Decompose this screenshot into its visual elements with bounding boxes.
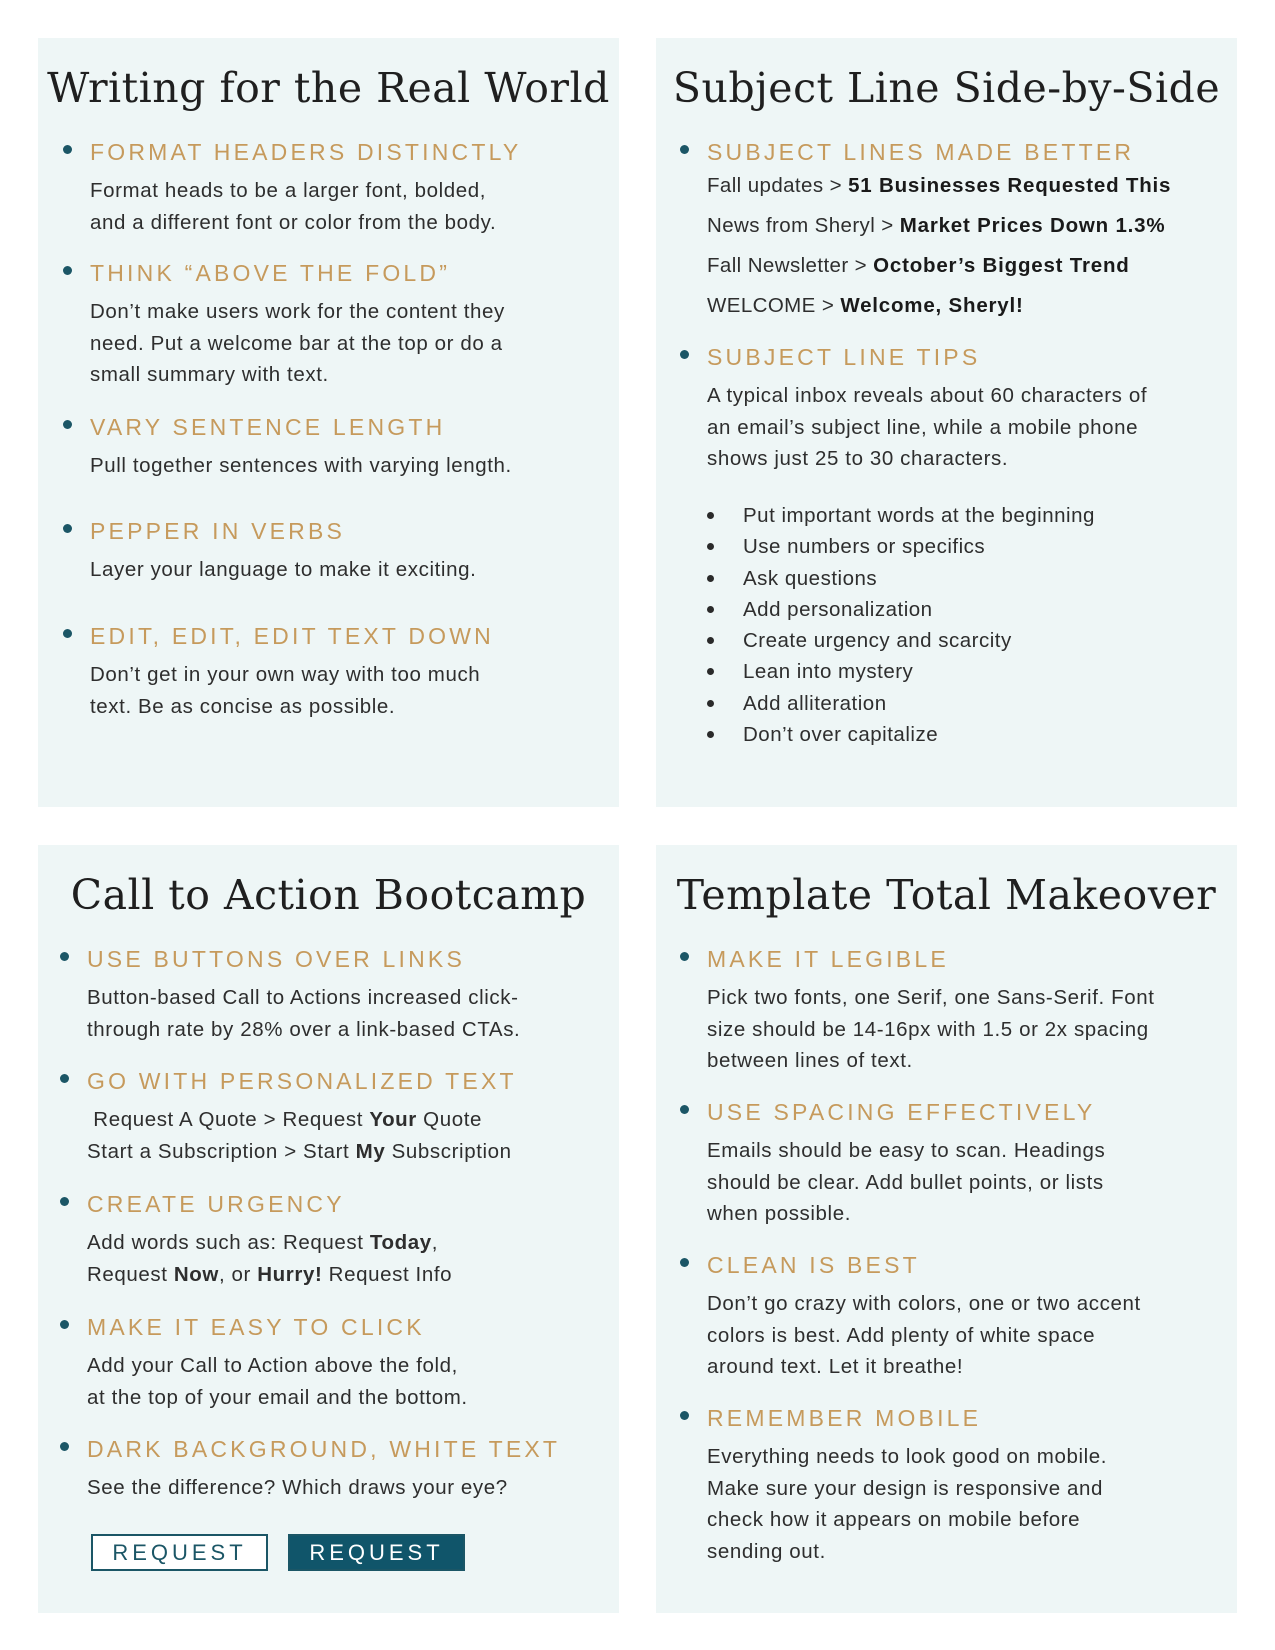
section-heading: REMEMBER MOBILE <box>707 1405 982 1431</box>
section-heading: GO WITH PERSONALIZED TEXT <box>87 1068 517 1094</box>
section-body <box>90 175 605 238</box>
bullet-dot <box>680 1258 689 1267</box>
section-body <box>87 1227 605 1290</box>
section-body <box>707 1441 1223 1567</box>
list-item: Add alliteration <box>707 688 1095 719</box>
panel-title: Subject Line Side-by-Side <box>672 64 1221 112</box>
body-line: A typical inbox reveals about 60 characters of <box>707 384 1148 407</box>
section-heading: SUBJECT LINES MADE BETTER <box>707 139 1135 165</box>
bullet-dot <box>63 145 72 154</box>
body-line: between lines of text. <box>707 1049 913 1072</box>
body-line: an email’s subject line, while a mobile phone <box>707 415 1139 439</box>
section-edit-down <box>90 622 605 722</box>
section-pepper-verbs <box>90 517 605 586</box>
bullet-dot <box>60 1074 69 1083</box>
list-item: Use numbers or specifics <box>707 531 1095 562</box>
panel-title: Writing for the Real World <box>47 64 610 112</box>
body-line: Request Now, or Hurry! Request Info <box>87 1262 453 1286</box>
body-line: Add words such as: Request Today, <box>87 1231 438 1254</box>
section-heading: MAKE IT LEGIBLE <box>707 946 949 972</box>
section-clean-is-best <box>707 1251 1223 1383</box>
body-line: Make sure your design is responsive and <box>707 1476 1104 1500</box>
section-subject-line-tips <box>707 343 1223 475</box>
request-button-outline[interactable]: REQUEST <box>91 1534 268 1571</box>
list-item: Add personalization <box>707 594 1095 625</box>
body-line: Format heads to be a larger font, bolded, <box>90 179 487 202</box>
section-heading: EDIT, EDIT, EDIT TEXT DOWN <box>90 623 494 649</box>
section-vary-sentence <box>90 413 605 482</box>
bullet-dot <box>680 1105 689 1114</box>
section-heading: VARY SENTENCE LENGTH <box>90 414 446 440</box>
section-buttons-over-links <box>87 945 605 1045</box>
body-line: need. Put a welcome bar at the top or do a <box>90 331 503 355</box>
panel-writing-real-world <box>38 38 619 807</box>
subject-line-list <box>707 166 1223 326</box>
body-line: at the top of your email and the bottom. <box>87 1385 468 1409</box>
section-heading: USE SPACING EFFECTIVELY <box>707 1099 1096 1125</box>
section-subject-lines-better <box>707 138 1223 326</box>
section-body <box>707 982 1223 1077</box>
body-line: Don’t make users work for the content they <box>90 300 505 323</box>
bullet-dot <box>60 1320 69 1329</box>
body-line: Button-based Call to Actions increased click- <box>87 986 519 1009</box>
bullet-dot <box>63 420 72 429</box>
section-above-the-fold <box>90 259 605 391</box>
section-body <box>90 450 605 482</box>
panel-call-to-action <box>38 845 619 1613</box>
tips-list <box>707 500 1095 750</box>
bullet-dot <box>680 952 689 961</box>
bullet-dot <box>63 524 72 533</box>
list-item: Ask questions <box>707 563 1095 594</box>
panel-template-makeover <box>656 845 1237 1613</box>
section-body <box>90 554 605 586</box>
bullet-dot <box>60 1442 69 1451</box>
section-heading: FORMAT HEADERS DISTINCTLY <box>90 139 522 165</box>
body-line: Start a Subscription > Start My Subscription <box>87 1139 512 1163</box>
bullet-dot <box>680 1411 689 1420</box>
section-heading: SUBJECT LINE TIPS <box>707 344 981 370</box>
section-heading: USE BUTTONS OVER LINKS <box>87 946 465 972</box>
bullet-dot <box>680 145 689 154</box>
body-line: should be clear. Add bullet points, or lists <box>707 1170 1104 1194</box>
body-line: Don’t get in your own way with too much <box>90 663 481 686</box>
list-item: Lean into mystery <box>707 656 1095 687</box>
bullet-dot <box>63 266 72 275</box>
section-make-legible <box>707 945 1223 1077</box>
body-line: shows just 25 to 30 characters. <box>707 447 1009 470</box>
body-line: Layer your language to make it exciting. <box>90 558 477 581</box>
bullet-dot <box>60 1197 69 1206</box>
body-line: size should be 14-16px with 1.5 or 2x spacing <box>707 1017 1149 1041</box>
bullet-dot <box>680 350 689 359</box>
body-line: Emails should be easy to scan. Headings <box>707 1139 1106 1162</box>
body-line: Don’t go crazy with colors, one or two accent <box>707 1292 1141 1315</box>
section-heading: THINK “ABOVE THE FOLD” <box>90 260 451 286</box>
section-body <box>87 1104 605 1167</box>
list-item: Create urgency and scarcity <box>707 625 1095 656</box>
body-line: through rate by 28% over a link-based CTAs. <box>87 1017 521 1041</box>
body-line: colors is best. Add plenty of white space <box>707 1323 1096 1347</box>
subject-line-example: Fall updates > 51 Businesses Requested This <box>707 174 1172 197</box>
body-line: See the difference? Which draws your eye? <box>87 1476 508 1499</box>
list-item: Don’t over capitalize <box>707 719 1095 750</box>
section-body <box>87 982 605 1045</box>
body-line: small summary with text. <box>90 363 329 386</box>
section-body <box>707 1288 1223 1383</box>
section-spacing-effectively <box>707 1098 1223 1230</box>
section-body <box>707 380 1223 475</box>
section-dark-background <box>87 1435 605 1504</box>
section-heading: CREATE URGENCY <box>87 1191 345 1217</box>
body-line: Request A Quote > Request Your Quote <box>93 1108 483 1131</box>
body-line: text. Be as concise as possible. <box>90 694 396 718</box>
section-body <box>707 1135 1223 1230</box>
list-item: Put important words at the beginning <box>707 500 1095 531</box>
body-line: when possible. <box>707 1202 852 1225</box>
panel-subject-line <box>656 38 1237 807</box>
body-line: Pick two fonts, one Serif, one Sans-Serif. Font <box>707 986 1155 1009</box>
body-line: and a different font or color from the body. <box>90 210 497 234</box>
section-create-urgency <box>87 1190 605 1290</box>
panel-title: Call to Action Bootcamp <box>70 871 587 919</box>
section-body <box>87 1350 605 1413</box>
section-body <box>90 296 605 391</box>
section-heading: DARK BACKGROUND, WHITE TEXT <box>87 1436 561 1462</box>
body-line: Add your Call to Action above the fold, <box>87 1354 458 1377</box>
section-remember-mobile <box>707 1404 1223 1567</box>
subject-line-example: News from Sheryl > Market Prices Down 1.3% <box>707 214 1166 237</box>
subject-line-example: WELCOME > Welcome, Sheryl! <box>707 294 1024 317</box>
section-heading: PEPPER IN VERBS <box>90 518 346 544</box>
bullet-dot <box>63 629 72 638</box>
section-heading: MAKE IT EASY TO CLICK <box>87 1314 425 1340</box>
request-button-solid[interactable]: REQUEST <box>288 1534 465 1571</box>
section-personalized-text <box>87 1067 605 1167</box>
section-easy-to-click <box>87 1313 605 1413</box>
section-format-headers <box>90 138 605 238</box>
section-heading: CLEAN IS BEST <box>707 1252 920 1278</box>
body-line: check how it appears on mobile before <box>707 1508 1081 1531</box>
body-line: around text. Let it breathe! <box>707 1355 964 1378</box>
body-line: Everything needs to look good on mobile. <box>707 1445 1108 1468</box>
body-line: Pull together sentences with varying length. <box>90 454 512 477</box>
section-body <box>90 659 605 722</box>
panel-title: Template Total Makeover <box>676 871 1217 919</box>
subject-line-example: Fall Newsletter > October’s Biggest Trend <box>707 254 1130 277</box>
bullet-dot <box>60 952 69 961</box>
body-line: sending out. <box>707 1539 826 1563</box>
section-body <box>87 1472 605 1504</box>
